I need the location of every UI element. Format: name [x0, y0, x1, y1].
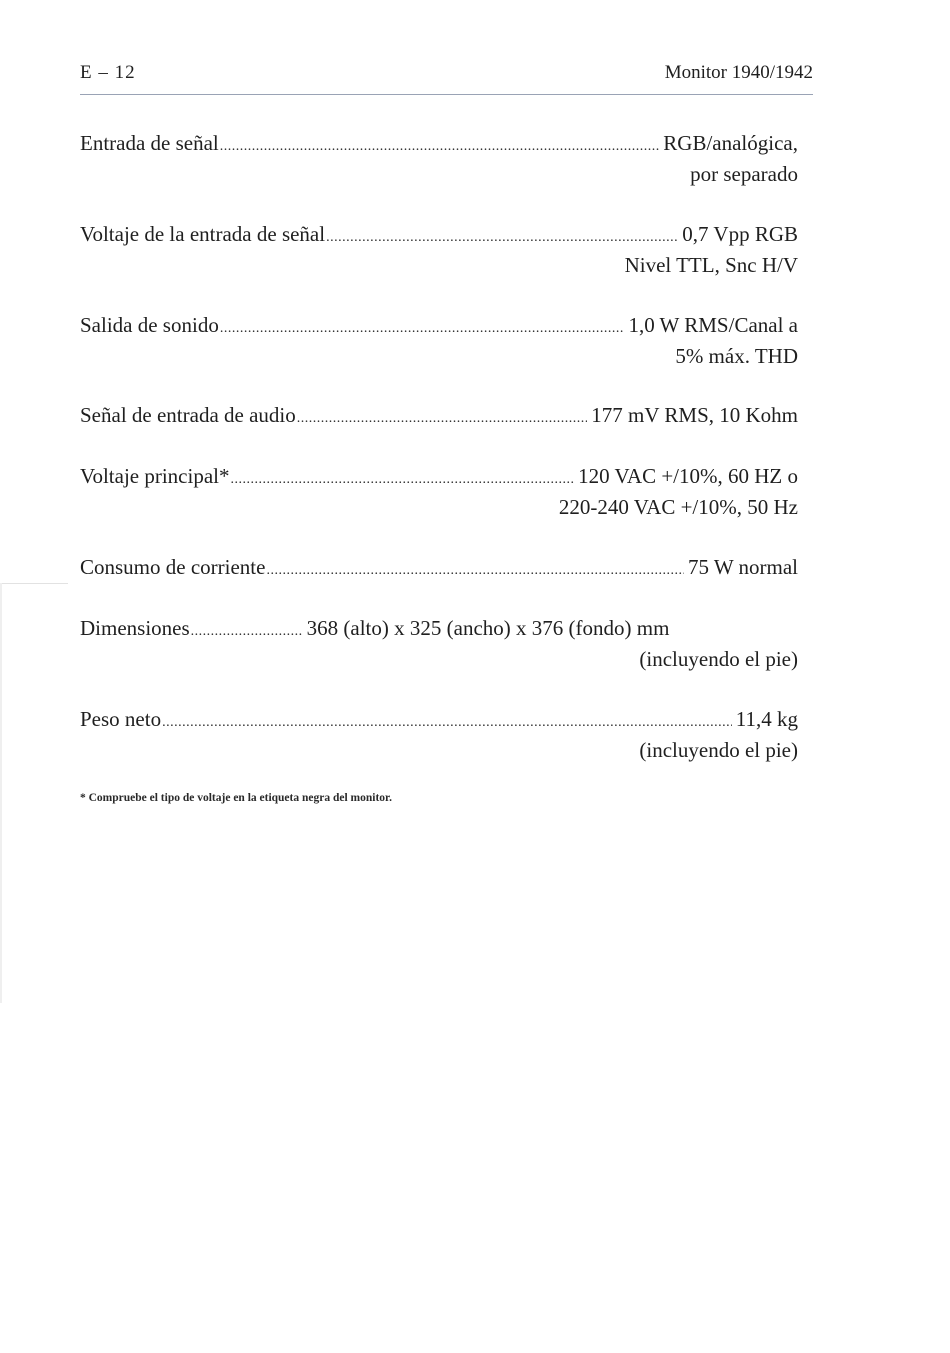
spec-item-audio-input — [80, 400, 798, 431]
dot-leader — [220, 131, 660, 159]
dot-leader — [191, 616, 303, 644]
spec-label: Consumo de corriente — [80, 555, 266, 579]
spec-value: 120 VAC +/10%, 60 HZ o — [578, 464, 798, 488]
spec-label: Voltaje principal* — [80, 464, 230, 488]
spec-value-continued: 220-240 VAC +/10%, 50 Hz — [558, 495, 798, 519]
dot-leader — [162, 707, 732, 735]
scan-edge-shadow — [0, 583, 2, 1003]
spec-value: RGB/analógica, — [663, 131, 798, 155]
spec-value-continued: Nivel TTL, Snc H/V — [624, 253, 798, 277]
page-number: E – 12 — [80, 62, 136, 83]
dot-leader — [231, 464, 575, 492]
page-header — [80, 62, 813, 88]
spec-item-net-weight — [80, 704, 798, 766]
spec-label: Salida de sonido — [80, 313, 219, 337]
spec-value: 177 mV RMS, 10 Kohm — [591, 403, 798, 427]
spec-value: 368 (alto) x 325 (ancho) x 376 (fondo) mm — [306, 616, 670, 640]
document-title: Monitor 1940/1942 — [664, 62, 813, 83]
dot-leader — [266, 555, 684, 583]
spec-value: 1,0 W RMS/Canal a — [628, 313, 798, 337]
spec-label: Voltaje de la entrada de señal — [80, 222, 326, 246]
spec-value: 75 W normal — [687, 555, 798, 579]
spec-item-dimensions — [80, 613, 798, 675]
spec-item-sound-output — [80, 310, 798, 372]
header-rule — [80, 94, 813, 95]
spec-value: 11,4 kg — [735, 707, 798, 731]
spec-value: 0,7 Vpp RGB — [682, 222, 798, 246]
dot-leader — [326, 222, 678, 250]
spec-value-continued: (incluyendo el pie) — [639, 647, 798, 671]
spec-item-main-voltage — [80, 461, 798, 523]
spec-item-signal-voltage — [80, 219, 798, 281]
spec-label: Entrada de señal — [80, 131, 219, 155]
dot-leader — [220, 313, 625, 341]
spec-value-continued: por separado — [690, 162, 798, 186]
dot-leader — [297, 403, 588, 431]
scan-edge-line — [0, 583, 68, 584]
spec-label: Señal de entrada de audio — [80, 403, 296, 427]
footnote: * Compruebe el tipo de voltaje en la etiqueta negra del monitor. — [80, 792, 392, 804]
spec-label: Peso neto — [80, 707, 162, 731]
spec-item-signal-input — [80, 128, 798, 190]
spec-item-power-consumption — [80, 552, 798, 583]
spec-value-continued: 5% máx. THD — [675, 344, 798, 368]
spec-value-continued: (incluyendo el pie) — [639, 738, 798, 762]
spec-label: Dimensiones — [80, 616, 190, 640]
